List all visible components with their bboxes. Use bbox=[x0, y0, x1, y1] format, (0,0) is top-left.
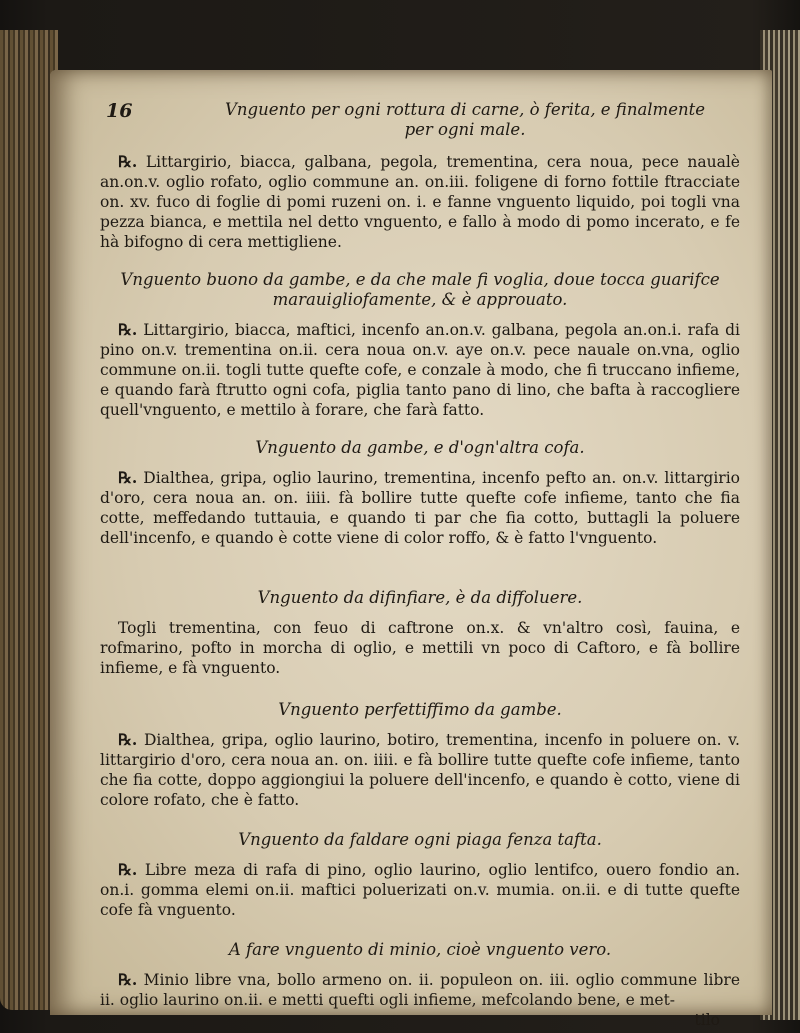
recipe-text: Libre meza di rafa di pino, oglio laurino, oglio lentifco, ouero fondio an. on.i. gomma elemi on.ii. maftici poluerizati on.v. mumia. on.ii. e di tutte quefte cofe fà vnguento. bbox=[100, 861, 740, 919]
recipe-text: Littargirio, biacca, maftici, incenfo an.on.v. galbana, pegola an.on.i. rafa di pino on.v. trementina on.ii. cera noua on.v. aye on.v. pece nauale on.vna, oglio commune on.ii. togli tutte quefte cofe, e conzale à modo, che fi truccano infieme, e quando farà ftrutto ogni cofa, piglia tanto pano di lino, che bafta à raccogliere quell'vnguento, e mettilo à forare, che farà fatto. bbox=[100, 321, 740, 419]
recipe-heading bbox=[100, 588, 740, 608]
recipe-heading bbox=[100, 438, 740, 458]
recipe-body bbox=[100, 320, 740, 420]
recipe-section bbox=[100, 100, 740, 252]
recipe-section bbox=[100, 700, 740, 810]
recipe-section bbox=[100, 270, 740, 420]
recipe-heading bbox=[100, 700, 740, 720]
recipe-symbol: ℞. bbox=[118, 152, 138, 171]
recipe-text: Littargirio, biacca, galbana, pegola, trementina, cera noua, pece naualè an.on.v. oglio rofato, oglio commune an. on.iii. foligene di forno fottile ftracciate on. xv. fuco di foglie di pomi ruzeni on. i. e fanne vnguento liquido, poi togli vna pezza bianca, e mettila nel detto vnguento, e fallo à modo di pomo incerato, e fe hà bifogno di cera mettigliene. bbox=[100, 153, 740, 251]
recipe-section bbox=[100, 438, 740, 548]
recipe-body bbox=[100, 152, 740, 252]
recipe-symbol: ℞. bbox=[118, 468, 138, 487]
recipe-text: Dialthea, gripa, oglio laurino, trementina, incenfo pefto an. on.v. littargirio d'oro, cera noua an. on. iiii. fà bollire tutte quefte cofe infieme, tanto che fia cotte, meffedando tuttauia, e quando ti par che fia cotto, buttagli la poluere dell'incenfo, e quando è cotte viene di color roffo, & è fatto l'vnguento. bbox=[100, 469, 740, 547]
recipe-body bbox=[100, 860, 740, 920]
recipe-symbol: ℞. bbox=[118, 730, 138, 749]
page-number: 16 bbox=[106, 100, 133, 122]
recipe-symbol: ℞. bbox=[118, 860, 138, 879]
heading-line: per ogni male. bbox=[404, 120, 526, 139]
recipe-heading bbox=[100, 270, 740, 310]
recipe-section bbox=[100, 588, 740, 678]
heading-line: marauigliofamente, & è approuato. bbox=[272, 290, 568, 309]
heading-line: Vnguento per ogni rottura di carne, ò ferita, e finalmente bbox=[224, 100, 705, 119]
heading-line: Vnguento da gambe, e d'ogn'altra cofa. bbox=[255, 438, 585, 457]
heading-line: Vnguento buono da gambe, e da che male fi voglia, doue tocca guarifce bbox=[120, 270, 720, 289]
heading-line: Vnguento perfettiffimo da gambe. bbox=[278, 700, 562, 719]
recipe-symbol: ℞. bbox=[118, 320, 138, 339]
recipe-section bbox=[100, 830, 740, 920]
recipe-body bbox=[100, 970, 740, 1010]
recipe-section bbox=[100, 940, 740, 1030]
recipe-heading bbox=[100, 100, 740, 140]
recipe-text: Minio libre vna, bollo armeno on. ii. populeon on. iii. oglio commune libre ii. oglio laurino on.ii. e metti quefti ogli infieme, mefcolando bene, e met- bbox=[100, 971, 740, 1009]
recipe-body bbox=[100, 730, 740, 810]
recipe-text: Dialthea, gripa, oglio laurino, botiro, trementina, incenfo in poluere on. v. littargirio d'oro, cera noua an. on. iiii. e fà bollire tutte quefte cofe infieme, tanto che fia cotte, doppo aggiongiui la poluere dell'incenfo, e quando è cotto, viene di colore rofato, che è fatto. bbox=[100, 731, 740, 809]
recipe-heading bbox=[100, 940, 740, 960]
heading-line: A fare vnguento di minio, cioè vnguento vero. bbox=[228, 940, 612, 959]
recipe-text: Togli trementina, con feuo di caftrone on.x. & vn'altro così, fauina, e rofmarino, pofto in morcha di oglio, e mettili vn poco di Caftoro, e fà bollire infieme, e fà vnguento. bbox=[100, 619, 740, 677]
catchword: tilo bbox=[694, 1011, 720, 1029]
recipe-body bbox=[100, 468, 740, 548]
heading-line: Vnguento da faldare ogni piaga fenza tafta. bbox=[238, 830, 602, 849]
recipe-body bbox=[100, 618, 740, 678]
recipe-heading bbox=[100, 830, 740, 850]
recipe-symbol: ℞. bbox=[118, 970, 138, 989]
heading-line: Vnguento da difinfiare, è da diffoluere. bbox=[257, 588, 583, 607]
